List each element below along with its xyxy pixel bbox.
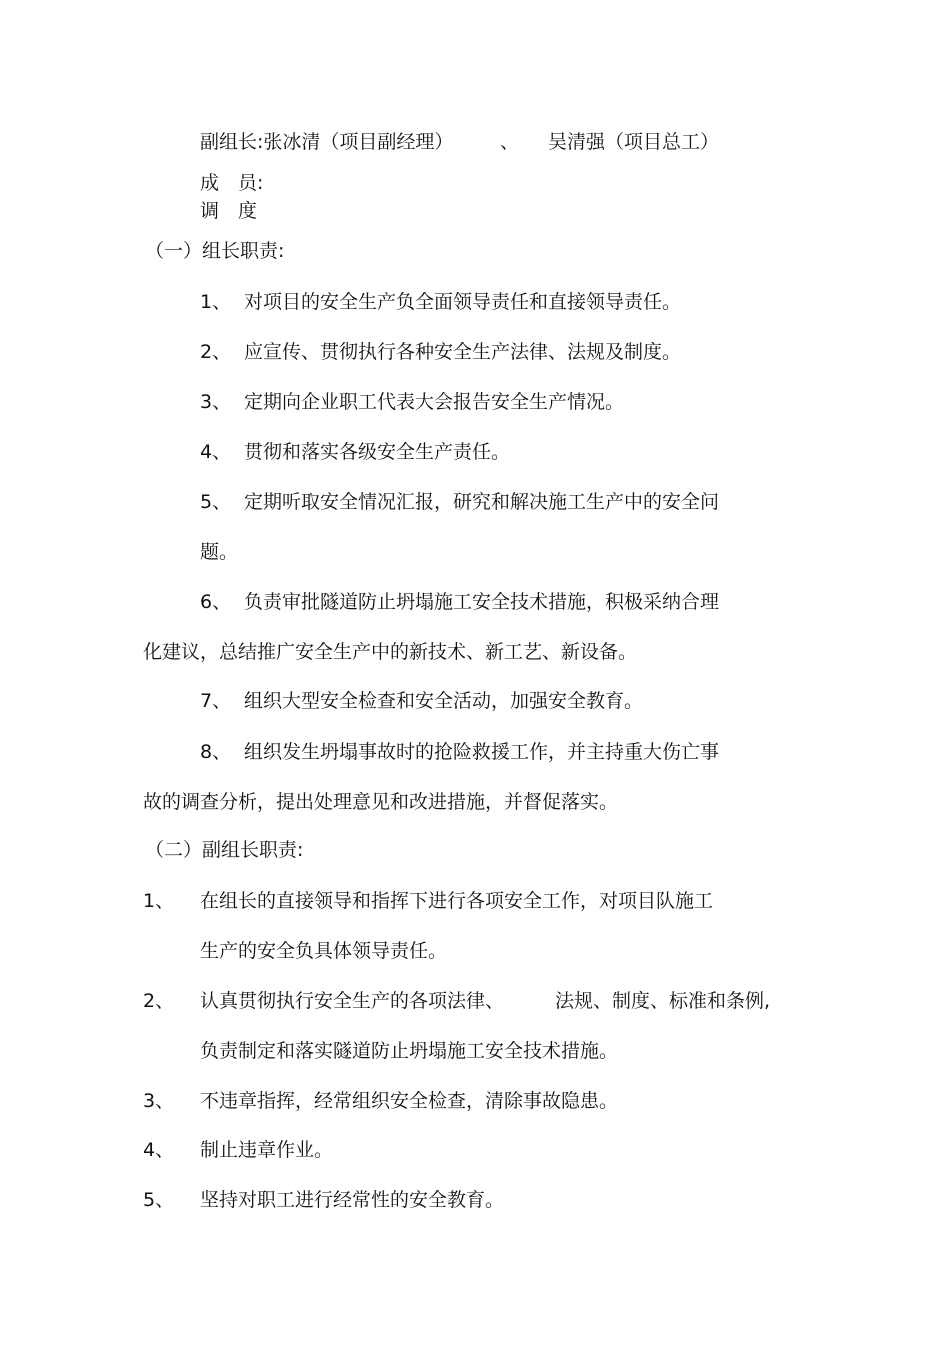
deputy-leader-line xyxy=(200,130,453,154)
item-continuation: 题。 xyxy=(200,541,239,563)
item-text: 负责审批隧道防止坍塌施工安全技术措施，积极采纳合理 xyxy=(244,591,720,613)
deputy-person-2: 吴清强（项目总工） xyxy=(548,131,720,153)
item-number: 5、 xyxy=(143,1189,175,1211)
deputy-separator: 、 xyxy=(500,131,520,153)
item-number: 2、 xyxy=(200,341,232,363)
item-number: 7、 xyxy=(200,690,232,712)
item-text-continued: 法规、制度、标准和条例, xyxy=(555,990,771,1012)
item-text: 制止违章作业。 xyxy=(200,1139,334,1161)
dispatch-label: 调 度 xyxy=(200,200,258,222)
item-text: 应宣传、贯彻执行各种安全生产法律、法规及制度。 xyxy=(244,341,682,363)
deputy-person-1: 张冰清（项目副经理） xyxy=(263,131,454,153)
item-number: 2、 xyxy=(143,990,175,1012)
item-continuation: 负责制定和落实隧道防止坍塌施工安全技术措施。 xyxy=(200,1040,619,1062)
item-continuation: 生产的安全负具体领导责任。 xyxy=(200,940,448,962)
item-number: 5、 xyxy=(200,491,232,513)
item-text: 在组长的直接领导和指挥下进行各项安全工作，对项目队施工 xyxy=(200,890,714,912)
item-number: 3、 xyxy=(143,1090,175,1112)
item-continuation: 化建议，总结推广安全生产中的新技术、新工艺、新设备。 xyxy=(143,641,638,663)
item-continuation: 故的调查分析，提出处理意见和改进措施，并督促落实。 xyxy=(143,791,619,813)
item-text: 组织发生坍塌事故时的抢险救援工作，并主持重大伤亡事 xyxy=(244,741,720,763)
item-number: 8、 xyxy=(200,741,232,763)
item-number: 6、 xyxy=(200,591,232,613)
item-text: 不违章指挥，经常组织安全检查，清除事故隐患。 xyxy=(200,1090,619,1112)
item-text: 定期向企业职工代表大会报告安全生产情况。 xyxy=(244,391,625,413)
item-text: 坚持对职工进行经常性的安全教育。 xyxy=(200,1189,505,1211)
item-number: 3、 xyxy=(200,391,232,413)
item-number: 1、 xyxy=(143,890,175,912)
section-1-heading: （一）组长职责: xyxy=(145,240,285,262)
section-2-heading: （二）副组长职责: xyxy=(145,839,304,861)
members-label: 成 员: xyxy=(200,172,264,194)
item-text: 认真贯彻执行安全生产的各项法律、 xyxy=(200,990,505,1012)
item-text: 贯彻和落实各级安全生产责任。 xyxy=(244,441,511,463)
item-text: 组织大型安全检查和安全活动，加强安全教育。 xyxy=(244,690,644,712)
item-number: 4、 xyxy=(200,441,232,463)
item-text: 对项目的安全生产负全面领导责任和直接领导责任。 xyxy=(244,291,682,313)
item-number: 1、 xyxy=(200,291,232,313)
item-number: 4、 xyxy=(143,1139,175,1161)
item-text: 定期听取安全情况汇报，研究和解决施工生产中的安全问 xyxy=(244,491,720,513)
deputy-label: 副组长: xyxy=(200,131,264,153)
